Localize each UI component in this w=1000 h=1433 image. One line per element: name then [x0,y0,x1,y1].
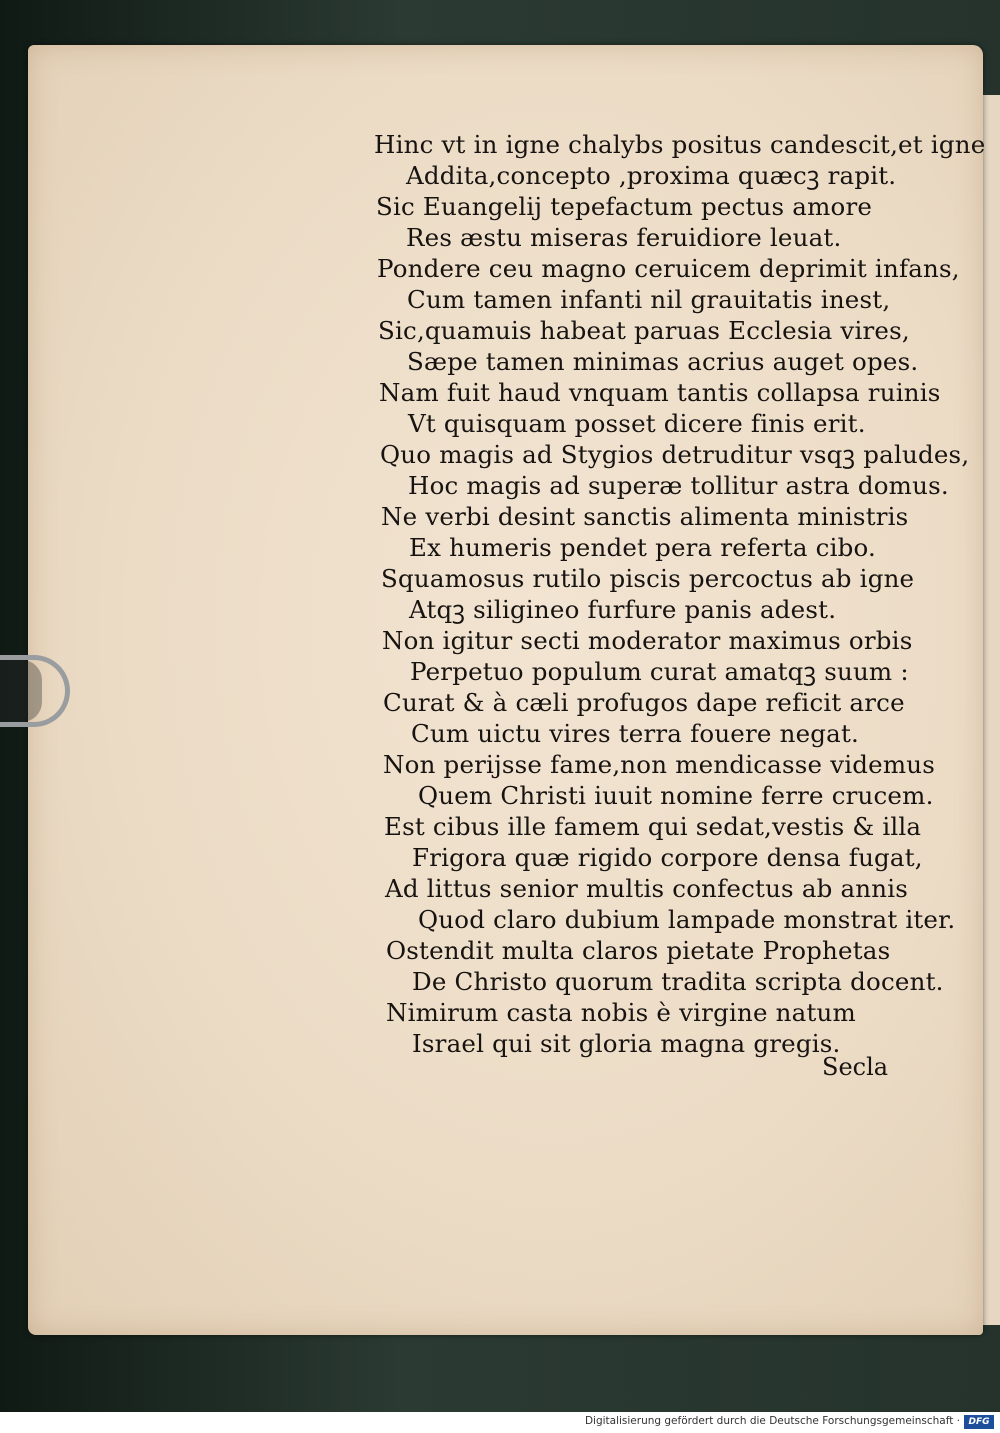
poem-line: De Christo quorum tradita scripta docent. [412,967,944,996]
poem-line: Nimirum casta nobis è virgine natum [386,998,856,1027]
footer-credit: Digitalisierung gefördert durch die Deutsche Forschungsgemeinschaft · [584,1415,960,1427]
poem-line: Atqꝫ siligineo furfure panis adest. [409,595,837,624]
poem-line: Res æstu miseras feruidiore leuat. [406,223,842,252]
paper-clip-icon [0,655,70,727]
poem-line: Hoc magis ad superæ tollitur astra domus. [408,471,949,500]
poem-line: Sæpe tamen minimas acrius auget opes. [407,347,919,376]
poem-line: Quo magis ad Stygios detruditur vsqꝫ paludes, [380,440,970,469]
poem-line: Sic Euangelij tepefactum pectus amore [376,192,873,221]
poem-line: Sic,quamuis habeat paruas Ecclesia vires, [378,316,910,345]
poem-line: Pondere ceu magno ceruicem deprimit infans, [377,254,960,283]
poem-line: Curat & à cæli profugos dape reficit arce [383,688,905,717]
digitization-footer [0,1412,1000,1433]
poem-line: Non igitur secti moderator maximus orbis [382,626,913,655]
poem-line: Ne verbi desint sanctis alimenta ministris [381,502,909,531]
poem-line: Non perijsse fame,non mendicasse videmus [383,750,936,779]
poem-line: Cum uictu vires terra fouere negat. [411,719,859,748]
catchword: Secla [822,1053,889,1081]
dfg-logo-icon: DFG [964,1415,994,1429]
poem-line: Nam fuit haud vnquam tantis collapsa ruinis [379,378,941,407]
poem-line: Ex humeris pendet pera referta cibo. [409,533,877,562]
poem-line: Ad littus senior multis confectus ab annis [385,874,909,903]
poem-line: Frigora quæ rigido corpore densa fugat, [412,843,923,872]
poem-line: Ostendit multa claros pietate Prophetas [386,936,891,965]
poem-line: Perpetuo populum curat amatqꝫ suum : [410,657,909,686]
poem-line: Est cibus ille famem qui sedat,vestis & illa [384,812,922,841]
poem-line: Quem Christi iuuit nomine ferre crucem. [418,781,934,810]
poem-line: Cum tamen infanti nil grauitatis inest, [407,285,891,314]
poem-line: Israel qui sit gloria magna gregis. [412,1029,841,1058]
poem-line: Hinc vt in igne chalybs positus candescit,et igne [374,130,986,159]
poem-line: Quod claro dubium lampade monstrat iter. [418,905,956,934]
poem-line: Vt quisquam posset dicere finis erit. [408,409,866,438]
poem-line: Squamosus rutilo piscis percoctus ab igne [381,564,915,593]
poem-line: Addita,concepto ,proxima quæcꝫ rapit. [406,161,897,190]
